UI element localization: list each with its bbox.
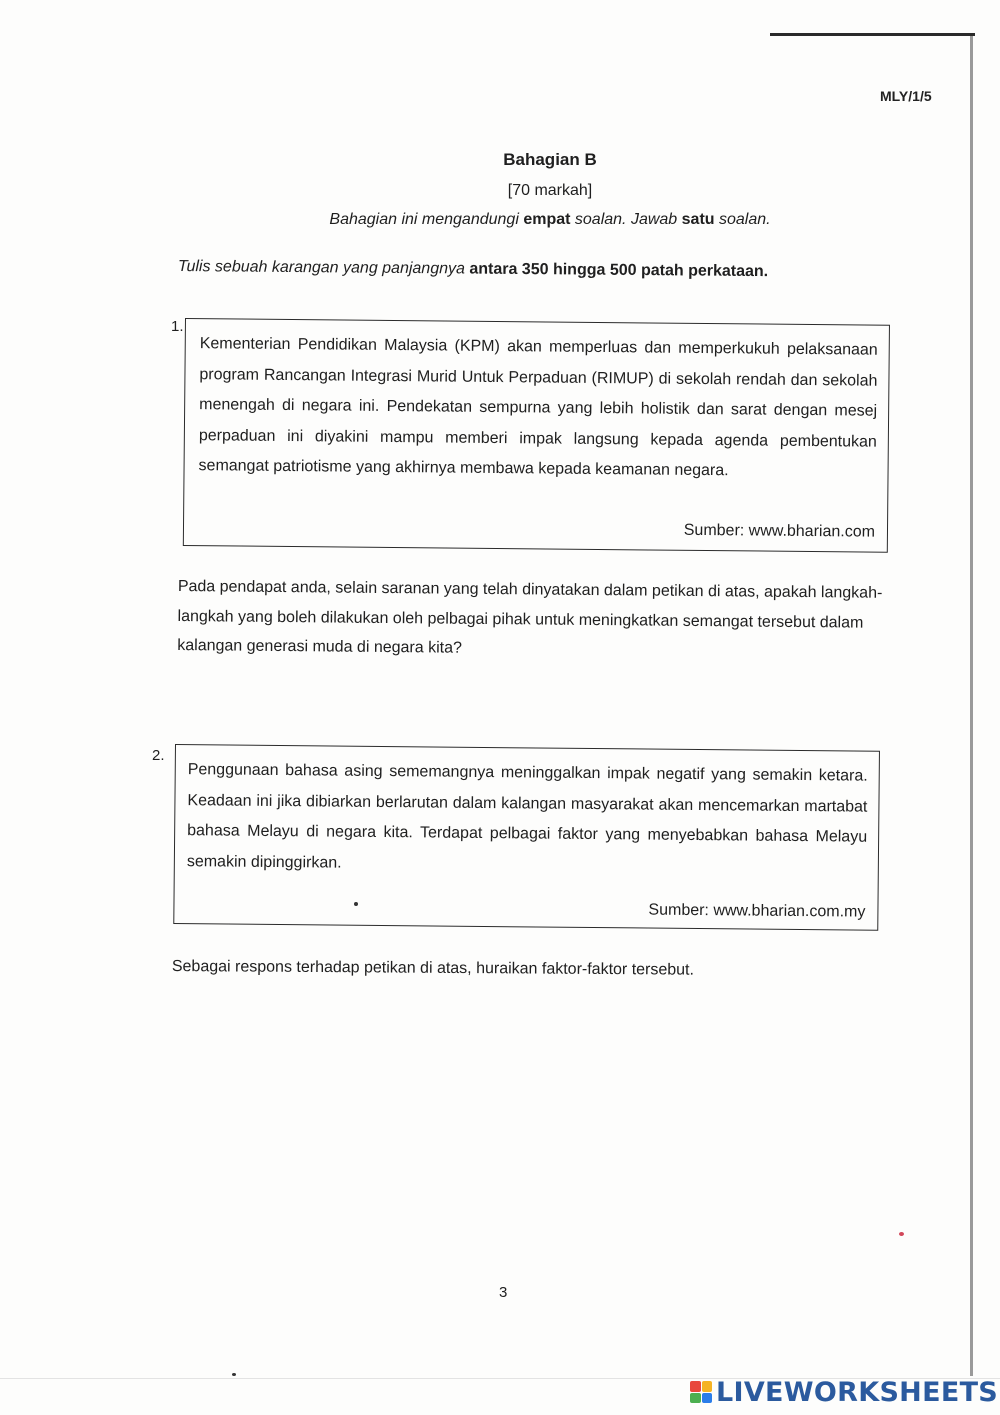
question-1-excerpt: Kementerian Pendidikan Malaysia (KPM) akan memperluas dan memperkukuh pelaksanaan program Rancangan Integrasi Murid Untuk Perpaduan (RIMUP) di sekolah rendah dan sekolah menengah di negara ini. Pendekatan sempurna yang lebih holistik dan sarat dengan mesej perpaduan ini diyakini mampu memberi impak langsung kepada agenda pembentukan semangat patriotisme yang akhirnya membawa kepada keamanan negara. bbox=[198, 335, 878, 480]
liveworksheets-brand bbox=[690, 1374, 998, 1410]
essay-task: Tulis sebuah karangan yang panjangnya antara 350 hingga 500 patah perkataan. bbox=[177, 258, 769, 281]
section-instruction: Bahagian ini mengandungi empat soalan. Jawab satu soalan. bbox=[329, 211, 771, 228]
section-marks: [70 markah] bbox=[507, 182, 593, 199]
logo-square bbox=[690, 1381, 701, 1392]
scan-speck bbox=[354, 902, 358, 906]
question-2-source: Sumber: www.bharian.com.my bbox=[648, 901, 866, 921]
logo-square bbox=[690, 1393, 701, 1404]
logo-square bbox=[702, 1393, 713, 1404]
question-2-excerpt-box bbox=[173, 744, 880, 931]
question-1-excerpt-box bbox=[183, 318, 890, 553]
question-1-source: Sumber: www.bharian.com bbox=[683, 521, 876, 541]
question-1-number: 1. bbox=[171, 318, 184, 335]
scan-edge-top bbox=[770, 33, 975, 36]
page-number: 3 bbox=[499, 1284, 508, 1301]
scan-edge-right bbox=[970, 36, 973, 1376]
question-2-prompt: Sebagai respons terhadap petikan di atas, huraikan faktor-faktor tersebut. bbox=[171, 957, 695, 979]
scan-speck bbox=[232, 1373, 236, 1376]
liveworksheets-logo-icon bbox=[690, 1381, 712, 1403]
section-title: Bahagian B bbox=[503, 150, 597, 169]
question-2-excerpt: Penggunaan bahasa asing sememangnya meninggalkan impak negatif yang semakin ketara. Keadaan ini jika dibiarkan berlarutan dalam kalangan masyarakat akan mencemarkan martabat bahasa Melayu di negara kita. Terdapat pelbagai faktor yang menyebabkan bahasa Melayu semakin dipinggirkan. bbox=[186, 761, 868, 872]
question-2-number: 2. bbox=[152, 747, 165, 764]
paper-code: MLY/1/5 bbox=[880, 88, 932, 104]
scan-speck bbox=[899, 1232, 904, 1236]
logo-square bbox=[702, 1381, 713, 1392]
question-1-prompt: Pada pendapat anda, selain saranan yang telah dinyatakan dalam petikan di atas, apakah langkah-langkah yang boleh dilakukan oleh pelbagai pihak untuk meningkatkan semangat tersebut dalam kalangan generasi muda di negara kita? bbox=[177, 577, 883, 657]
brand-name: LIVEWORKSHEETS bbox=[716, 1376, 999, 1408]
